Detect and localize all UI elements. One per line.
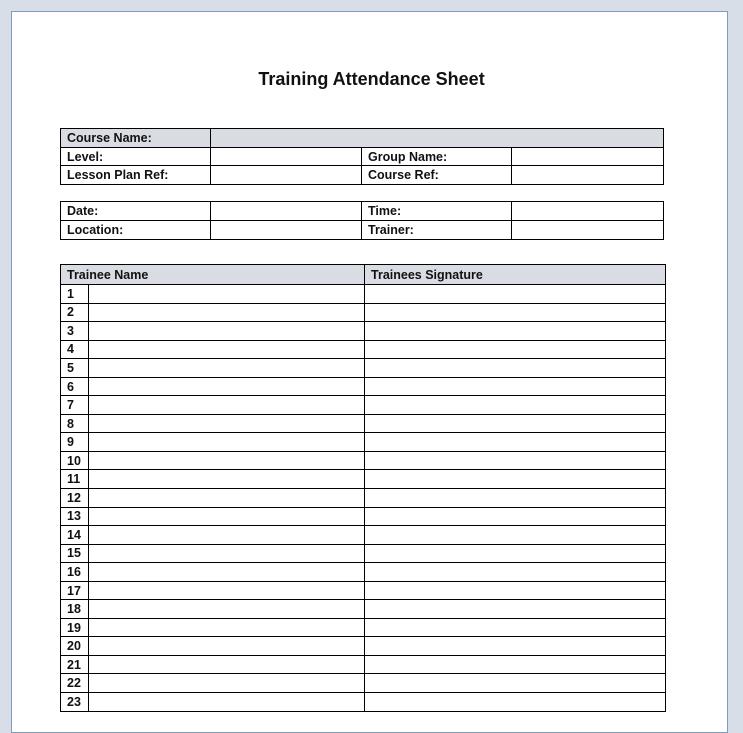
table-row (61, 674, 666, 693)
table-row (61, 563, 666, 582)
row-number: 9 (61, 433, 89, 452)
trainee-name-cell[interactable] (89, 322, 365, 341)
row-number: 3 (61, 322, 89, 341)
lesson-plan-ref-label: Lesson Plan Ref: (61, 166, 211, 185)
row-number: 15 (61, 544, 89, 563)
row-number: 23 (61, 693, 89, 712)
session-info-table (60, 201, 664, 240)
row-number: 7 (61, 396, 89, 415)
table-row (61, 507, 666, 526)
time-label: Time: (362, 202, 512, 221)
table-row (61, 285, 666, 304)
trainee-signature-cell[interactable] (365, 618, 666, 637)
course-info-table (60, 128, 664, 185)
trainee-signature-cell[interactable] (365, 396, 666, 415)
date-label: Date: (61, 202, 211, 221)
date-field[interactable] (211, 202, 362, 221)
trainee-name-cell[interactable] (89, 693, 365, 712)
trainee-signature-cell[interactable] (365, 674, 666, 693)
trainee-name-cell[interactable] (89, 451, 365, 470)
page-title: Training Attendance Sheet (258, 69, 485, 89)
trainee-name-cell[interactable] (89, 600, 365, 619)
trainee-name-cell[interactable] (89, 507, 365, 526)
course-ref-label: Course Ref: (362, 166, 512, 185)
row-number: 18 (61, 600, 89, 619)
group-name-field[interactable] (512, 147, 664, 166)
table-row (61, 451, 666, 470)
table-row (61, 396, 666, 415)
table-row (61, 433, 666, 452)
trainee-name-cell[interactable] (89, 359, 365, 378)
trainee-signature-cell[interactable] (365, 489, 666, 508)
table-row (61, 544, 666, 563)
trainee-name-cell[interactable] (89, 396, 365, 415)
level-field[interactable] (211, 147, 362, 166)
group-name-label: Group Name: (362, 147, 512, 166)
course-ref-field[interactable] (512, 166, 664, 185)
trainee-signature-cell[interactable] (365, 359, 666, 378)
table-row (61, 470, 666, 489)
row-number: 12 (61, 489, 89, 508)
trainee-name-cell[interactable] (89, 303, 365, 322)
trainee-signature-cell[interactable] (365, 526, 666, 545)
trainee-name-header: Trainee Name (61, 265, 365, 285)
trainee-name-cell[interactable] (89, 655, 365, 674)
trainee-signature-cell[interactable] (365, 285, 666, 304)
trainee-signature-cell[interactable] (365, 507, 666, 526)
trainee-name-cell[interactable] (89, 377, 365, 396)
trainee-signature-cell[interactable] (365, 600, 666, 619)
table-row (61, 693, 666, 712)
location-field[interactable] (211, 221, 362, 240)
trainee-signature-cell[interactable] (365, 544, 666, 563)
row-number: 10 (61, 451, 89, 470)
trainee-name-cell[interactable] (89, 544, 365, 563)
row-number: 16 (61, 563, 89, 582)
trainee-signature-cell[interactable] (365, 451, 666, 470)
trainee-name-cell[interactable] (89, 581, 365, 600)
trainee-name-cell[interactable] (89, 563, 365, 582)
trainee-signature-cell[interactable] (365, 470, 666, 489)
trainee-signature-header: Trainees Signature (365, 265, 666, 285)
row-number: 8 (61, 414, 89, 433)
trainee-signature-cell[interactable] (365, 433, 666, 452)
trainee-signature-cell[interactable] (365, 303, 666, 322)
trainee-name-cell[interactable] (89, 674, 365, 693)
table-row (61, 322, 666, 341)
row-number: 19 (61, 618, 89, 637)
row-number: 13 (61, 507, 89, 526)
table-row (61, 489, 666, 508)
row-number: 6 (61, 377, 89, 396)
trainee-name-cell[interactable] (89, 414, 365, 433)
location-label: Location: (61, 221, 211, 240)
trainee-signature-cell[interactable] (365, 693, 666, 712)
row-number: 11 (61, 470, 89, 489)
row-number: 22 (61, 674, 89, 693)
trainee-name-cell[interactable] (89, 526, 365, 545)
table-row (61, 359, 666, 378)
trainee-signature-cell[interactable] (365, 340, 666, 359)
trainee-signature-cell[interactable] (365, 581, 666, 600)
table-row (61, 637, 666, 656)
row-number: 1 (61, 285, 89, 304)
row-number: 2 (61, 303, 89, 322)
table-row (61, 600, 666, 619)
table-row (61, 414, 666, 433)
row-number: 17 (61, 581, 89, 600)
attendance-table (60, 264, 666, 712)
trainee-signature-cell[interactable] (365, 655, 666, 674)
row-number: 4 (61, 340, 89, 359)
row-number: 5 (61, 359, 89, 378)
trainee-signature-cell[interactable] (365, 563, 666, 582)
row-number: 14 (61, 526, 89, 545)
table-row (61, 581, 666, 600)
trainer-field[interactable] (512, 221, 664, 240)
trainee-name-cell[interactable] (89, 470, 365, 489)
table-row (61, 618, 666, 637)
trainee-name-cell[interactable] (89, 433, 365, 452)
trainee-signature-cell[interactable] (365, 377, 666, 396)
table-row (61, 303, 666, 322)
row-number: 20 (61, 637, 89, 656)
trainee-name-cell[interactable] (89, 618, 365, 637)
table-row (61, 526, 666, 545)
time-field[interactable] (512, 202, 664, 221)
trainee-signature-cell[interactable] (365, 322, 666, 341)
trainee-name-cell[interactable] (89, 637, 365, 656)
trainee-name-cell[interactable] (89, 285, 365, 304)
table-row (61, 655, 666, 674)
trainee-name-cell[interactable] (89, 489, 365, 508)
trainee-signature-cell[interactable] (365, 414, 666, 433)
course-name-field[interactable] (211, 129, 664, 148)
level-label: Level: (61, 147, 211, 166)
row-number: 21 (61, 655, 89, 674)
course-name-label: Course Name: (61, 129, 211, 148)
trainee-name-cell[interactable] (89, 340, 365, 359)
trainer-label: Trainer: (362, 221, 512, 240)
trainee-signature-cell[interactable] (365, 637, 666, 656)
table-row (61, 340, 666, 359)
table-row (61, 377, 666, 396)
lesson-plan-ref-field[interactable] (211, 166, 362, 185)
